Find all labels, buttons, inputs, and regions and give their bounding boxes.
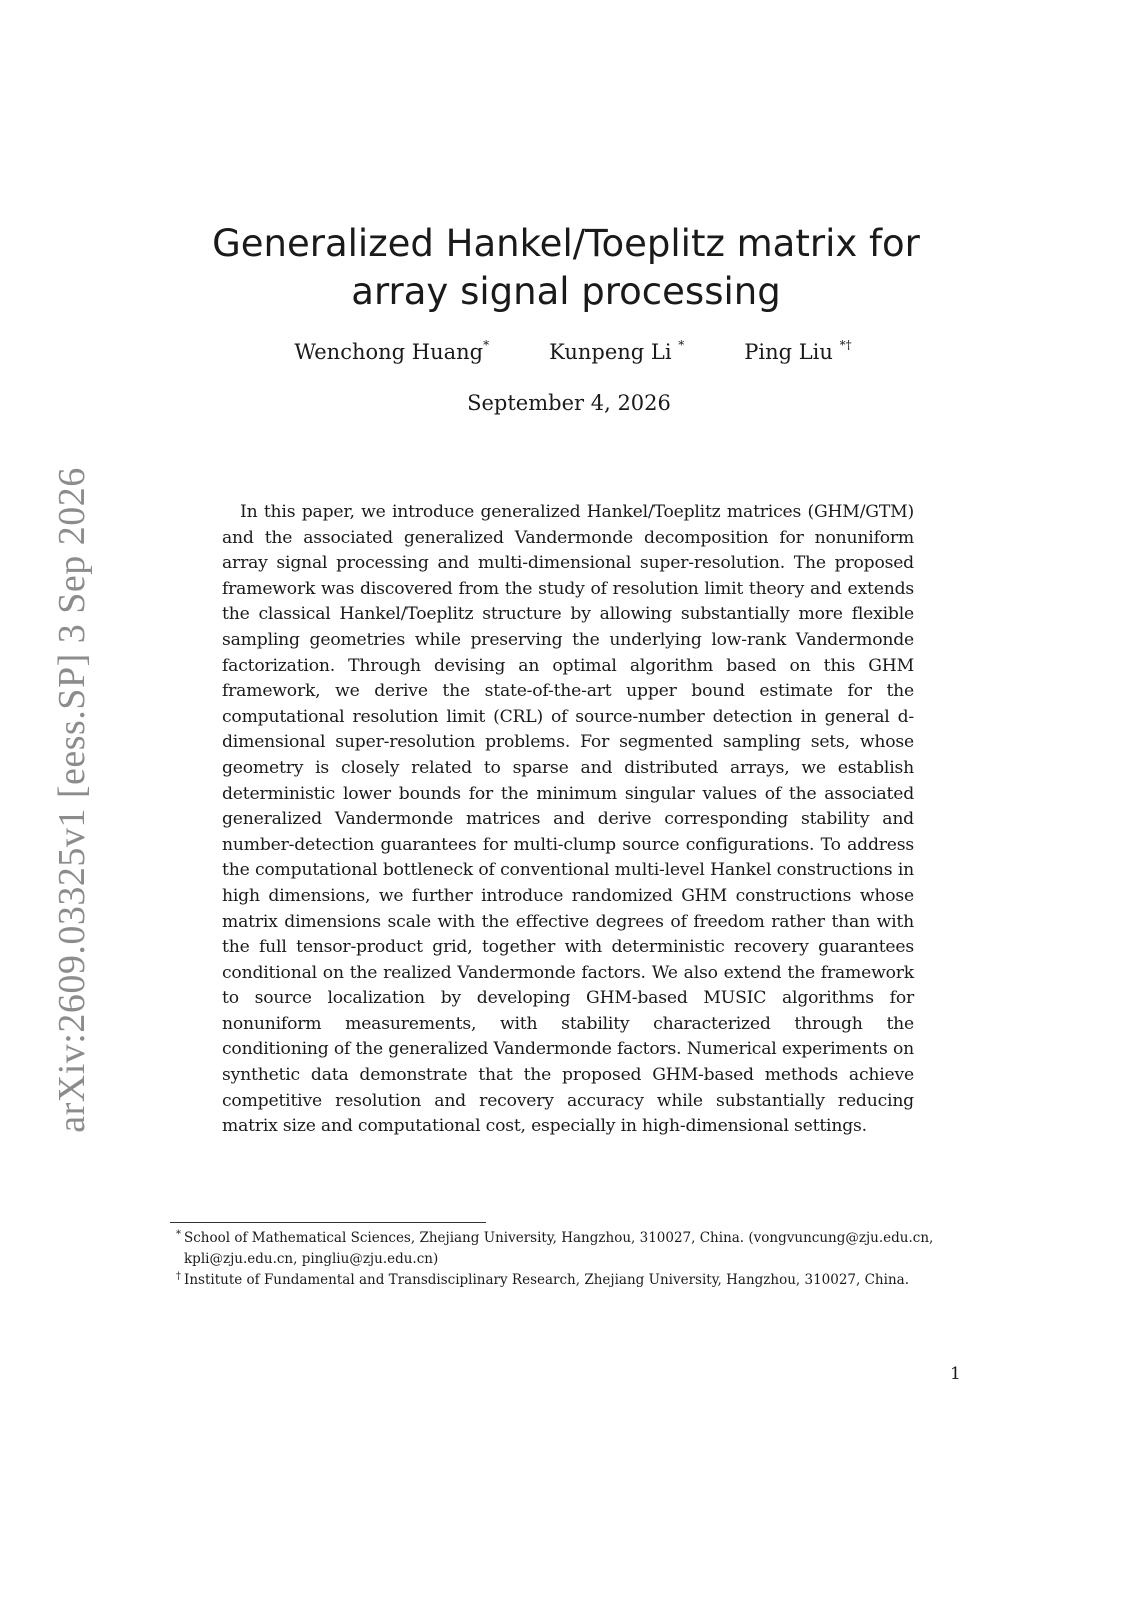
title-line-1: Generalized Hankel/Toeplitz matrix for xyxy=(212,222,920,265)
arxiv-identifier: arXiv:2609.03325v1 [eess.SP] 3 Sep 2026 xyxy=(51,467,93,1133)
footnote-divider xyxy=(170,1222,486,1223)
page-number: 1 xyxy=(950,1364,961,1384)
footnote-text: School of Mathematical Sciences, Zhejiang University, Hangzhou, 310027, China. (vongvuncung@zju.edu.cn, xyxy=(184,1230,934,1246)
footnote-mark: * xyxy=(176,1229,181,1240)
author xyxy=(744,340,851,364)
publication-date: September 4, 2026 xyxy=(467,391,671,415)
author-name: Wenchong Huang xyxy=(294,340,484,364)
author xyxy=(549,340,684,364)
footnotes xyxy=(176,1228,976,1291)
title-line-2: array signal processing xyxy=(351,270,781,313)
author-affiliation-mark: * xyxy=(483,338,490,352)
author-affiliation-mark: *† xyxy=(839,338,852,352)
author-list xyxy=(157,340,989,364)
paper-title xyxy=(150,220,982,316)
author xyxy=(294,340,489,364)
footnote-text-continued: kpli@zju.edu.cn, pingliu@zju.edu.cn) xyxy=(184,1251,439,1267)
footnote-affiliation-1 xyxy=(176,1228,976,1270)
author-name: Kunpeng Li xyxy=(549,340,672,364)
abstract: In this paper, we introduce generalized Hankel/Toeplitz matrices (GHM/GTM) and the associated generalized Vandermonde decomposition for nonuniform array signal processing and multi-dimensional super-resolution. The proposed framework was discovered from the study of resolution limit theory and extends the classical Hankel/Toeplitz structure by allowing substantially more flexible sampling geometries while preserving the underlying low-rank Vandermonde factorization. Through devising an optimal algorithm based on this GHM framework, we derive the state-of-the-art upper bound estimate for the computational resolution limit (CRL) of source-number detection in general d-dimensional super-resolution problems. For segmented sampling sets, whose geometry is closely related to sparse and distributed arrays, we establish deterministic lower bounds for the minimum singular values of the associated generalized Vandermonde matrices and derive corresponding stability and number-detection guarantees for multi-clump source configurations. To address the computational bottleneck of conventional multi-level Hankel constructions in high dimensions, we further introduce randomized GHM constructions whose matrix dimensions scale with the effective degrees of freedom rather than with the full tensor-product grid, together with deterministic recovery guarantees conditional on the realized Vandermonde factors. We also extend the framework to source localization by developing GHM-based MUSIC algorithms for nonuniform measurements, with stability characterized through the conditioning of the generalized Vandermonde factors. Numerical experiments on synthetic data demonstrate that the proposed GHM-based methods achieve competitive resolution and recovery accuracy while substantially reducing matrix size and computational cost, especially in high-dimensional settings. xyxy=(222,502,914,1137)
footnote-text: Institute of Fundamental and Transdisciplinary Research, Zhejiang University, Hangzhou, 310027, China. xyxy=(184,1272,909,1288)
footnote-mark: † xyxy=(176,1271,181,1282)
author-affiliation-mark: * xyxy=(678,338,685,352)
footnote-affiliation-2 xyxy=(176,1270,976,1291)
author-name: Ping Liu xyxy=(744,340,833,364)
